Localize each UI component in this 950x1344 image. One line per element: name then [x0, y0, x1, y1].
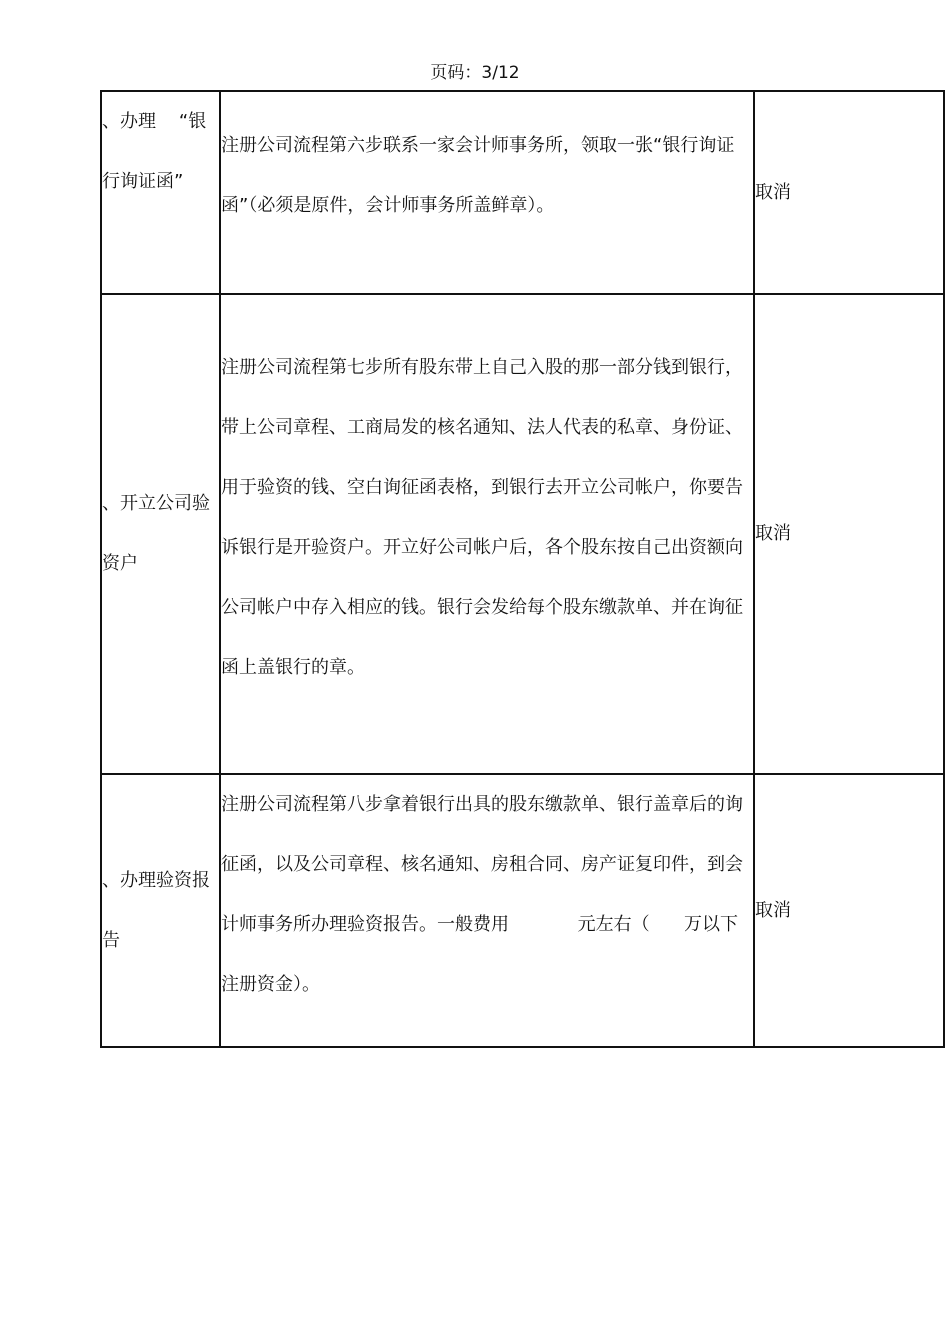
step-name: 、办理 “银行询证函” — [102, 111, 207, 192]
table-row — [101, 294, 944, 774]
step-status: 取消 — [755, 523, 791, 544]
step-description: 注册公司流程第八步拿着银行出具的股东缴款单、银行盖章后的询征函，以及公司章程、核名通知、房租合同、房产证复印件，到会计师事务所办理验资报告。一般费用 元左右（ 万以下注册资金）。 — [221, 794, 743, 995]
step-name: 、办理验资报告 — [102, 869, 210, 951]
step-status-cell — [754, 91, 944, 294]
step-status: 取消 — [755, 899, 791, 921]
page-number: 页码：3/12 — [430, 63, 520, 83]
step-description-cell — [220, 91, 754, 294]
step-status-cell — [754, 774, 944, 1047]
table-row — [101, 91, 944, 294]
step-name-cell — [101, 91, 220, 294]
step-status: 取消 — [755, 181, 791, 203]
step-name: 、开立公司验资户 — [102, 493, 210, 574]
step-name-cell — [101, 774, 220, 1047]
step-description-cell — [220, 774, 754, 1047]
step-status-cell — [754, 294, 944, 774]
table-row — [101, 774, 944, 1047]
step-description-cell — [220, 294, 754, 774]
step-description: 注册公司流程第七步所有股东带上自己入股的那一部分钱到银行，带上公司章程、工商局发的核名通知、法人代表的私章、身份证、用于验资的钱、空白询征函表格，到银行去开立公司帐户，你要告诉银行是开验资户。开立好公司帐户后，各个股东按自己出资额向公司帐户中存入相应的钱。银行会发给每个股东缴款单、并在询征函上盖银行的章。 — [221, 357, 743, 678]
step-description: 注册公司流程第六步联系一家会计师事务所，领取一张“银行询证函”（必须是原件，会计师事务所盖鲜章）。 — [221, 135, 735, 216]
step-name-cell — [101, 294, 220, 774]
registration-steps-table — [100, 90, 945, 1048]
